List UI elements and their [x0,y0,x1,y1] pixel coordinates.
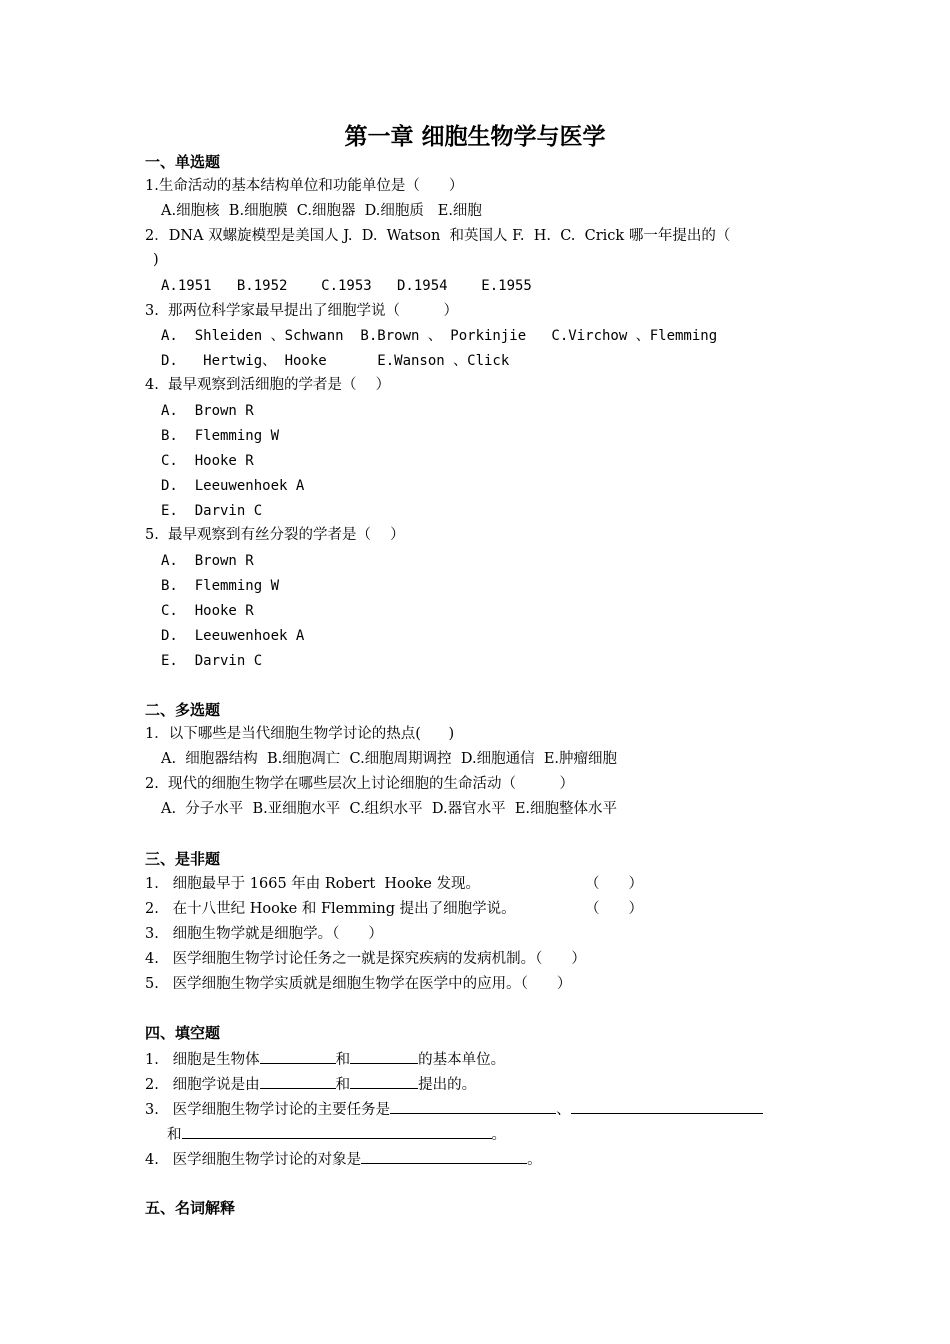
answer-blank[interactable] [361,1148,527,1164]
answer-blank[interactable] [350,1073,418,1089]
fill-in-question-1 [145,1048,505,1070]
question-1-3: 3. 那两位科学家最早提出了细胞学说（ ） [145,303,459,319]
question-1-4: 4. 最早观察到活细胞的学者是（ ） [145,377,391,393]
answer-paren: （ ） [585,876,643,892]
true-false-item: 2. 在十八世纪 Hooke 和 Flemming 提出了细胞学说。 [145,901,516,917]
fill-in-question-2 [145,1073,476,1095]
question-1-5-option: D. Leeuwenhoek A [161,628,305,644]
true-false-item: 5. 医学细胞生物学实质就是细胞生物学在医学中的应用。（ ） [145,976,572,992]
fill-in-question-4 [145,1148,542,1170]
question-1-4-option: C. Hooke R [161,453,254,469]
question-text: 和 [335,1052,351,1068]
question-1-3-options-line2: D. Hertwig、 Hooke E.Wanson 、Click [161,353,510,369]
question-text: 、 [556,1102,571,1118]
question-1-3-options-line1: A. Shleiden 、Schwann B.Brown 、 Porkinjie C.Virchow 、Flemming [161,328,718,344]
question-1-5-option: A. Brown R [161,553,254,569]
answer-blank[interactable] [350,1048,418,1064]
question-1-2-continued: ) [153,252,159,268]
answer-blank[interactable] [260,1073,336,1089]
question-1-2: 2．DNA 双螺旋模型是美国人 J. D. Watson 和英国人 F. H. C. Crick 哪一年提出的（ [145,228,731,244]
question-text: 1. 细胞是生物体 [145,1052,260,1068]
section-heading-single-choice: 一、单选题 [145,153,221,171]
fill-in-question-3-continued [167,1123,506,1145]
question-text: 4. 医学细胞生物学讨论的对象是 [145,1152,362,1168]
question-1-4-option: A. Brown R [161,403,254,419]
question-2-1: 1．以下哪些是当代细胞生物学讨论的热点( ) [145,726,455,742]
chapter-title: 第一章 细胞生物学与医学 [344,123,606,150]
question-text: 和 [335,1077,351,1093]
fill-in-question-3 [145,1098,763,1120]
question-text: 。 [491,1127,506,1143]
question-1-5-option: E. Darvin C [161,653,263,669]
question-1-5-option: C. Hooke R [161,603,254,619]
answer-blank[interactable] [182,1123,492,1139]
question-2-2: 2. 现代的细胞生物学在哪些层次上讨论细胞的生命活动（ ） [145,776,575,792]
true-false-item: 3. 细胞生物学就是细胞学。（ ） [145,926,383,942]
question-2-1-options: A. 细胞器结构 B.细胞凋亡 C.细胞周期调控 D.细胞通信 E.肿瘤细胞 [161,751,618,767]
question-1-5: 5. 最早观察到有丝分裂的学者是（ ） [145,527,405,543]
section-heading-true-false: 三、是非题 [145,850,221,868]
question-text: 2. 细胞学说是由 [145,1077,260,1093]
question-1-1-options: A.细胞核 B.细胞膜 C.细胞器 D.细胞质 E.细胞 [161,203,482,219]
question-text: 和 [167,1127,182,1143]
section-heading-definitions: 五、名词解释 [145,1199,236,1217]
answer-blank[interactable] [571,1098,763,1114]
section-heading-multiple-choice: 二、多选题 [145,701,221,719]
answer-blank[interactable] [390,1098,556,1114]
answer-blank[interactable] [260,1048,336,1064]
question-1-1: 1.生命活动的基本结构单位和功能单位是（ ） [145,178,464,194]
question-text: 提出的。 [418,1077,477,1093]
question-2-2-options: A. 分子水平 B.亚细胞水平 C.组织水平 D.器官水平 E.细胞整体水平 [161,801,618,817]
question-1-5-option: B. Flemming W [161,578,280,594]
question-text: 的基本单位。 [418,1052,506,1068]
question-1-4-option: D. Leeuwenhoek A [161,478,305,494]
question-text: 。 [527,1152,542,1168]
question-1-4-option: E. Darvin C [161,503,263,519]
true-false-item: 1. 细胞最早于 1665 年由 Robert Hooke 发现。 [145,876,480,892]
question-text: 3. 医学细胞生物学讨论的主要任务是 [145,1102,391,1118]
section-heading-fill-in: 四、填空题 [145,1024,221,1042]
true-false-item: 4. 医学细胞生物学讨论任务之一就是探究疾病的发病机制。（ ） [145,951,586,967]
answer-paren: （ ） [585,901,643,917]
question-1-2-options: A.1951 B.1952 C.1953 D.1954 E.1955 [161,278,532,294]
question-1-4-option: B. Flemming W [161,428,280,444]
